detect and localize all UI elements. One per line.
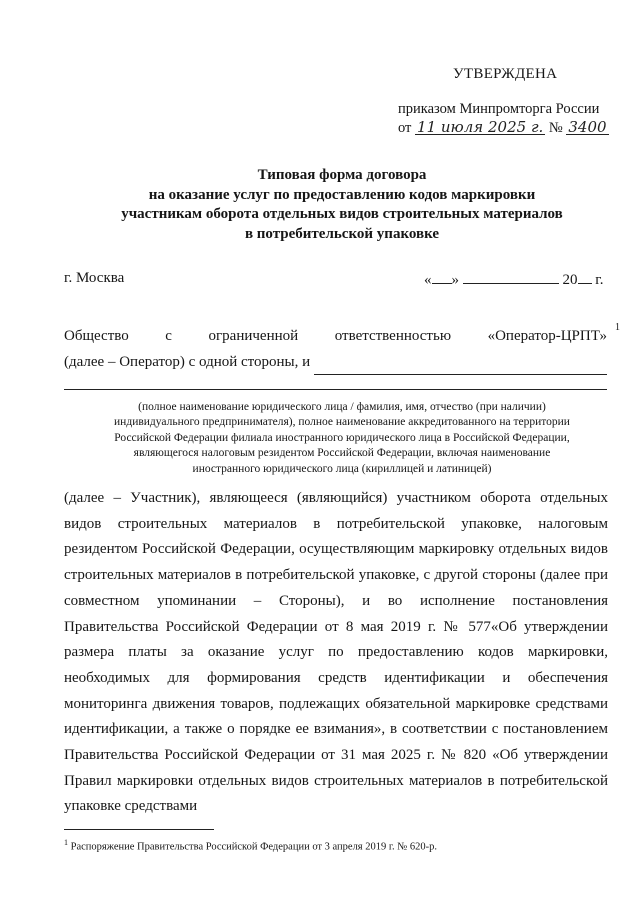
approval-title: УТВЕРЖДЕНА xyxy=(453,66,558,82)
party-word: ответственностью xyxy=(334,328,452,344)
contract-body-paragraph: (далее – Участник), являющееся (являющийся) участником оборота отдельных видов строительных материалов в потребительской упаковке, налоговым резидентом Российской Федерации, осуществляющим маркировку отдельных видов строительных материалов в потребительской упаковке, с другой стороны (далее при совместном упоминании – Стороны), и во исполнение постановления Правительства Российской Федерации от 8 мая 2019 г. № 577«Об утверждении размера платы за оказание услуг по предоставлению кодов маркировки, необходимых для формирования средств идентификации и обеспечения мониторинга движения товаров, подлежащих обязательной маркировке средствами идентификации, а также о порядке ее взимания», в соответствии с постановлением Правительства Российской Федерации от 31 мая 2025 г. № 820 «Об утверждении Правил маркировки отдельных видов строительных материалов в потребительской упаковке средствами xyxy=(64,490,608,815)
footnote-marker: 1 xyxy=(64,838,68,847)
footnote-text: Распоряжение Правительства Российской Федерации от 3 апреля 2019 г. № 620-р. xyxy=(70,841,438,853)
document-title-line: участникам оборота отдельных видов строительных материалов xyxy=(121,206,563,223)
party-word: с xyxy=(165,328,172,344)
document-title-line: на оказание услуг по предоставлению кодов маркировки xyxy=(148,186,536,203)
party-intro-line1 xyxy=(64,323,607,349)
participant-name-blank xyxy=(314,356,607,375)
document-title xyxy=(64,166,620,244)
footnote-reference: 1 xyxy=(615,322,620,333)
approval-handwritten-date: 11 июля 2025 г. xyxy=(417,118,544,136)
year-blank xyxy=(578,273,592,284)
party-word: Общество xyxy=(64,328,129,344)
hint-line: Российской Федерации филиала иностранного юридического лица в Российской Федерации, xyxy=(114,431,570,444)
contract-date-blank xyxy=(424,272,603,289)
party-intro-text: (далее – Оператор) с одной стороны, и xyxy=(64,354,311,370)
date-close-quote: » xyxy=(451,272,459,288)
footnote xyxy=(64,838,437,853)
approval-handwritten-number: 3400 xyxy=(568,118,607,136)
party-word: «Оператор-ЦРПТ» xyxy=(487,328,607,344)
month-blank xyxy=(463,273,559,284)
hint-line: иностранного юридического лица (кириллицей и латиницей) xyxy=(192,462,492,475)
document-title-line: в потребительской упаковке xyxy=(244,225,440,242)
day-blank xyxy=(432,273,452,284)
party-intro-line2 xyxy=(64,349,607,375)
approval-date-line xyxy=(398,120,609,137)
participant-name-hint xyxy=(64,400,620,477)
approval-from-prefix: от xyxy=(398,120,412,136)
city: г. Москва xyxy=(64,270,125,286)
approval-number-sign: № xyxy=(548,120,563,136)
participant-name-blank-line xyxy=(64,389,607,390)
footnote-separator xyxy=(64,829,214,830)
party-intro xyxy=(64,323,607,375)
year-suffix: г. xyxy=(595,272,604,288)
hint-line: (полное наименование юридического лица / фамилия, имя, отчество (при наличии) xyxy=(138,401,546,413)
hint-line: являющегося налоговым резидентом Российской Федерации, включая наименование xyxy=(133,447,551,460)
approval-order-line: приказом Минпромторга России xyxy=(398,101,600,117)
hint-line: индивидуального предпринимателя), полное наименование аккредитованного на территории xyxy=(114,416,570,429)
year-prefix: 20 xyxy=(562,272,578,288)
document-title-line: Типовая форма договора xyxy=(257,167,427,183)
date-open-quote: « xyxy=(424,272,432,288)
party-word: ограниченной xyxy=(208,328,299,344)
